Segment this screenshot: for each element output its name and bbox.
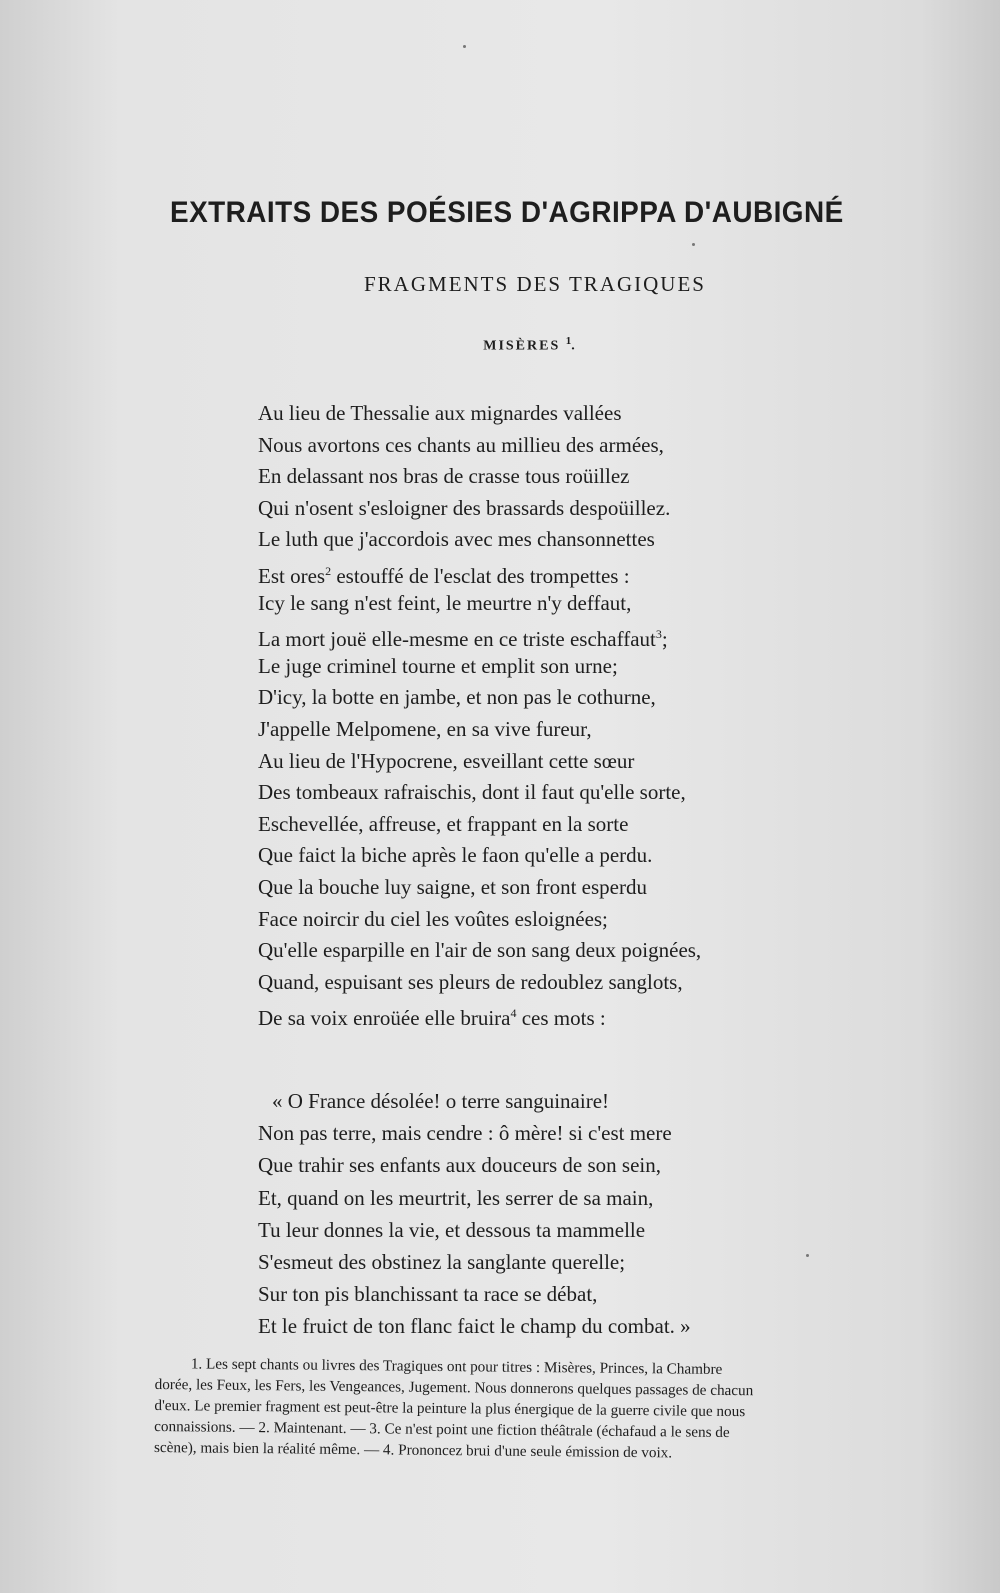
verse-line (258, 682, 818, 714)
footnote-line: 1. Les sept chants ou livres des Tragiques ont pour titres : Misères, Princes, la Chambre (190, 1355, 723, 1378)
verse-text: Icy le sang n'est feint, le meurtre n'y deffaut, (258, 590, 632, 615)
verse-line (258, 746, 818, 778)
verse-line (258, 904, 818, 936)
verse-text: De sa voix enroüée elle bruira (258, 1006, 511, 1031)
footnote-ref: 3 (655, 627, 662, 642)
footnote-line: connaissions. — 2. Maintenant. — 3. Ce n'est point une fiction théâtrale (échafaud a le sens de (154, 1417, 730, 1442)
verse-line (258, 461, 818, 493)
verse-text: Face noircir du ciel les voûtes esloignées; (258, 906, 608, 931)
print-speck (806, 1254, 809, 1257)
verse-line: « O France désolée! o terre sanguinaire! (272, 1089, 610, 1113)
verse-text: Qui n'osent s'esloigner des brassards despoüillez. (258, 495, 671, 520)
verse-text: ces mots : (516, 1006, 606, 1031)
verse-text: Quand, espuisant ses pleurs de redoublez sanglots, (258, 969, 683, 994)
footnote-line: dorée, les Feux, les Fers, les Vengeances, Jugement. Nous donnerons quelques passages de chacun (154, 1375, 754, 1400)
footnote-ref: 4 (510, 1006, 517, 1021)
verse-text: Eschevellée, affreuse, et frappant en la sorte (258, 811, 629, 836)
section-heading: MISÈRES $^1$. (483, 335, 577, 354)
verse-line (258, 588, 818, 620)
poem-stanza-2 (258, 1085, 818, 1343)
page-title: EXTRAITS DES POÉSIES D'AGRIPPA D'AUBIGNÉ (170, 196, 844, 229)
verse-line (258, 840, 818, 872)
verse-line (258, 493, 818, 525)
verse-line (258, 967, 818, 999)
poem-stanza-1 (258, 398, 818, 1030)
print-speck (692, 243, 695, 246)
verse-line (258, 430, 818, 462)
section-footnote-ref: 1 (565, 335, 572, 347)
verse-line (258, 619, 818, 651)
verse-line (258, 777, 818, 809)
verse-text: Que la bouche luy saigne, et son front esperdu (258, 874, 647, 899)
footnote-line: d'eux. Le premier fragment est peut-être la peinture la plus énergique de la guerre civile que nous (154, 1396, 746, 1421)
verse-text: Au lieu de l'Hypocrene, esveillant cette sœur (258, 748, 635, 773)
page-subtitle: FRAGMENTS DES TRAGIQUES (364, 272, 706, 296)
verse-line (258, 935, 818, 967)
verse-text: En delassant nos bras de crasse tous roüillez (258, 464, 630, 489)
verse-line: Et le fruict de ton flanc faict le champ du combat. » (258, 1314, 691, 1339)
verse-line (258, 714, 818, 746)
verse-line (258, 398, 818, 430)
verse-text: Au lieu de Thessalie aux mignardes vallées (258, 401, 622, 425)
verse-text: Qu'elle esparpille en l'air de son sang deux poignées, (258, 938, 702, 963)
verse-text: ; (661, 627, 668, 652)
verse-line: Et, quand on les meurtrit, les serrer de sa main, (258, 1185, 654, 1210)
verse-text: J'appelle Melpomene, en sa vive fureur, (258, 716, 592, 741)
footnote-ref: 2 (325, 563, 332, 578)
verse-text: D'icy, la botte en jambe, et non pas le cothurne, (258, 685, 656, 710)
verse-text: La mort jouë elle-mesme en ce triste eschaffaut (258, 627, 656, 652)
print-speck (463, 45, 466, 48)
verse-text: Est ores (258, 563, 326, 588)
verse-line (258, 651, 818, 683)
footnote-line: scène), mais bien la réalité même. — 4. Prononcez brui d'une seule émission de voix. (153, 1438, 673, 1462)
verse-line (258, 524, 818, 556)
verse-text: Le luth que j'accordois avec mes chansonnettes (258, 527, 655, 552)
verse-text: Nous avortons ces chants au millieu des armées, (258, 432, 664, 457)
footnotes (154, 1353, 925, 1466)
verse-line (258, 809, 818, 841)
verse-line (258, 872, 818, 904)
section-title: MISÈRES (483, 338, 561, 354)
verse-line (258, 998, 818, 1030)
verse-text: estouffé de l'esclat des trompettes : (331, 563, 630, 588)
verse-line: Non pas terre, mais cendre : ô mère! si c'est mere (258, 1121, 672, 1146)
verse-text: Des tombeaux rafraischis, dont il faut qu'elle sorte, (258, 780, 686, 805)
verse-line: Que trahir ses enfants aux douceurs de son sein, (258, 1153, 661, 1178)
verse-text: Le juge criminel tourne et emplit son urne; (258, 653, 618, 678)
verse-line (258, 556, 818, 588)
verse-line: Tu leur donnes la vie, et dessous ta mammelle (258, 1217, 646, 1242)
verse-line: Sur ton pis blanchissant ta race se débat, (258, 1282, 598, 1307)
verse-line: S'esmeut des obstinez la sanglante querelle; (258, 1249, 626, 1274)
verse-text: Que faict la biche après le faon qu'elle a perdu. (258, 843, 653, 868)
